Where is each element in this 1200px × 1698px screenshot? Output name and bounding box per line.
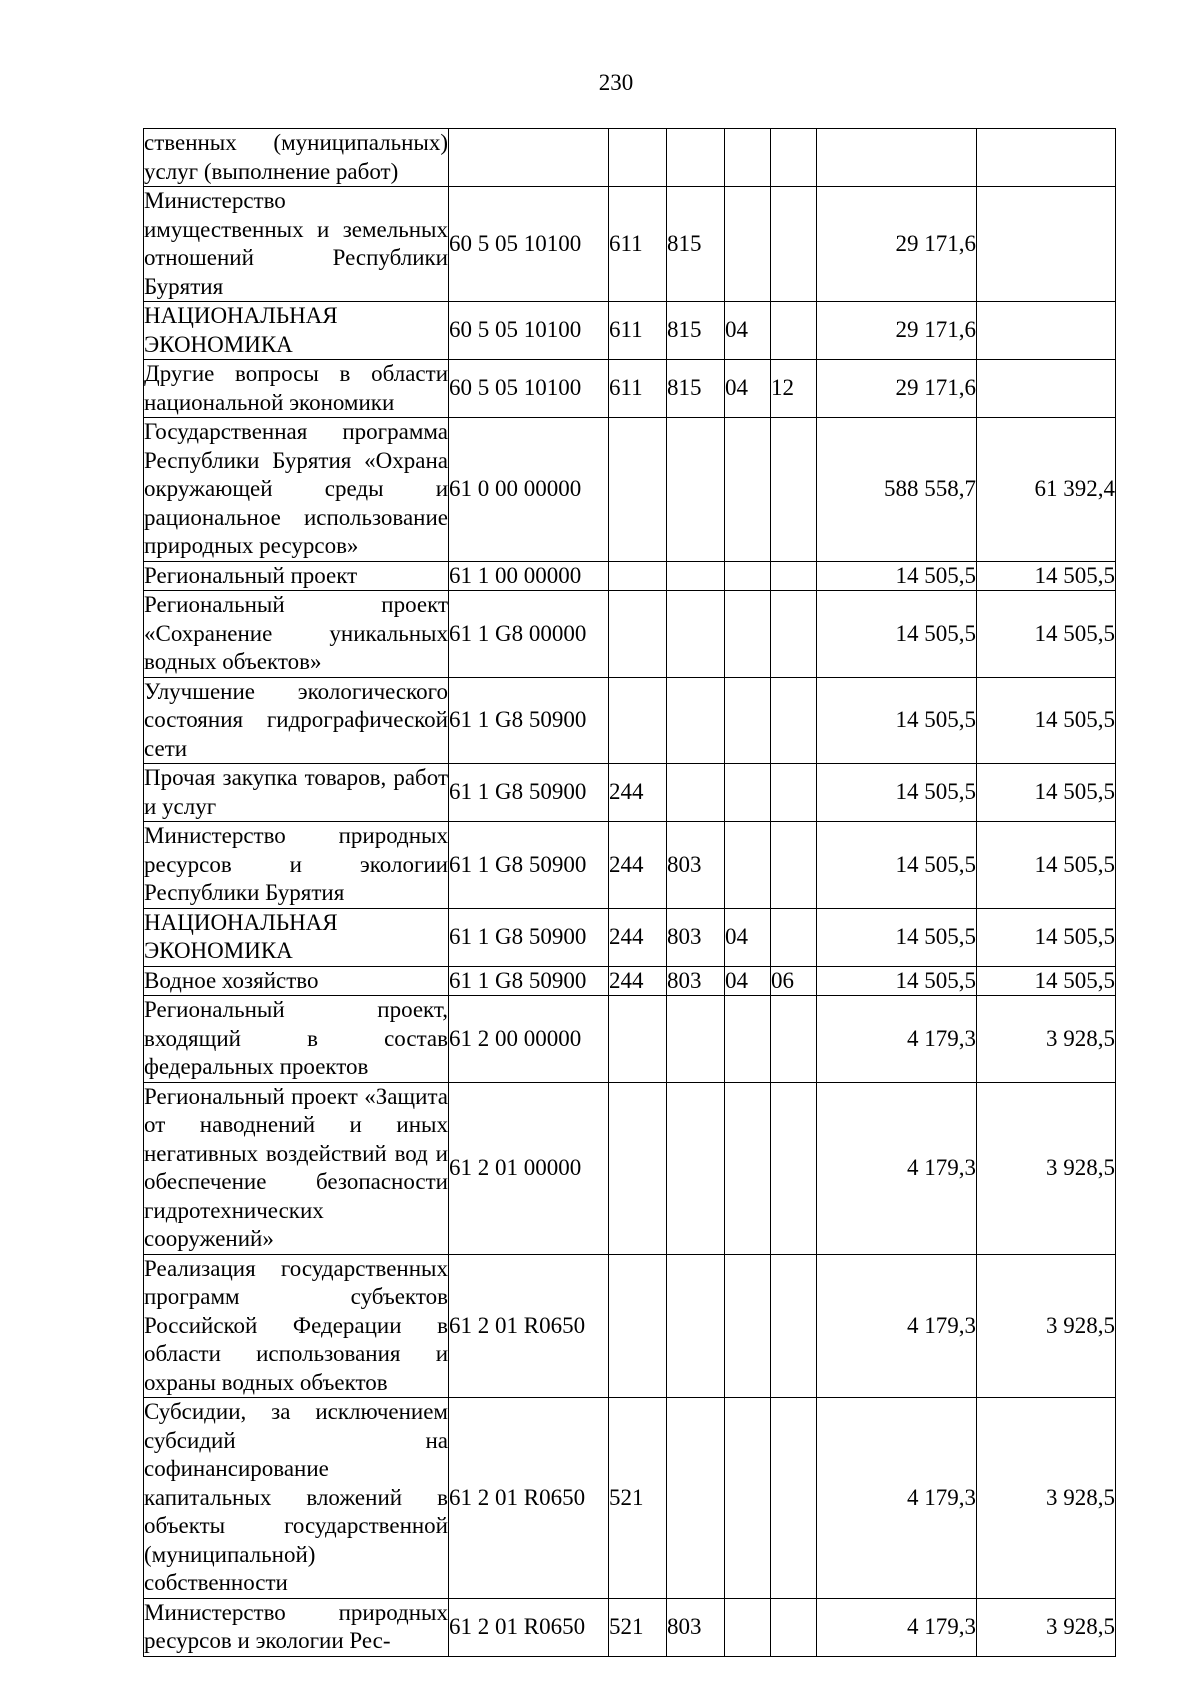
pr-code-cell bbox=[771, 822, 817, 909]
amount-2-cell: 14 505,5 bbox=[977, 764, 1116, 822]
rz-code-cell bbox=[725, 677, 771, 764]
amount-1-cell: 14 505,5 bbox=[817, 764, 977, 822]
row-name-cell: ственных (муниципальных) услуг (выполнение работ) bbox=[144, 129, 449, 187]
pr-code-cell bbox=[771, 1254, 817, 1398]
vr-code-cell bbox=[609, 561, 667, 591]
row-name-cell: НАЦИОНАЛЬНАЯ ЭКОНОМИКА bbox=[144, 302, 449, 360]
csr-code-cell: 61 2 00 00000 bbox=[449, 996, 609, 1083]
amount-1-cell: 29 171,6 bbox=[817, 187, 977, 302]
csr-code-cell: 61 1 G8 50900 bbox=[449, 966, 609, 996]
ved-code-cell bbox=[667, 591, 725, 678]
csr-code-cell: 61 1 00 00000 bbox=[449, 561, 609, 591]
vr-code-cell bbox=[609, 1254, 667, 1398]
vr-code-cell: 611 bbox=[609, 302, 667, 360]
amount-2-cell: 3 928,5 bbox=[977, 1598, 1116, 1656]
table-row bbox=[144, 1254, 1116, 1398]
csr-code-cell: 61 2 01 R0650 bbox=[449, 1598, 609, 1656]
amount-1-cell: 4 179,3 bbox=[817, 1254, 977, 1398]
csr-code-cell: 61 1 G8 00000 bbox=[449, 591, 609, 678]
rz-code-cell bbox=[725, 591, 771, 678]
vr-code-cell: 244 bbox=[609, 908, 667, 966]
amount-1-cell: 14 505,5 bbox=[817, 822, 977, 909]
row-name-cell: Региональный проект «Сохранение уникальных водных объектов» bbox=[144, 591, 449, 678]
rz-code-cell bbox=[725, 996, 771, 1083]
table-row bbox=[144, 822, 1116, 909]
amount-1-cell: 29 171,6 bbox=[817, 360, 977, 418]
pr-code-cell bbox=[771, 302, 817, 360]
ved-code-cell: 803 bbox=[667, 1598, 725, 1656]
ved-code-cell: 815 bbox=[667, 302, 725, 360]
pr-code-cell bbox=[771, 764, 817, 822]
vr-code-cell bbox=[609, 1082, 667, 1254]
amount-1-cell: 14 505,5 bbox=[817, 966, 977, 996]
csr-code-cell: 60 5 05 10100 bbox=[449, 360, 609, 418]
rz-code-cell bbox=[725, 1082, 771, 1254]
amount-2-cell: 3 928,5 bbox=[977, 1254, 1116, 1398]
ved-code-cell: 803 bbox=[667, 908, 725, 966]
amount-1-cell: 14 505,5 bbox=[817, 908, 977, 966]
amount-2-cell: 14 505,5 bbox=[977, 677, 1116, 764]
vr-code-cell: 611 bbox=[609, 187, 667, 302]
pr-code-cell bbox=[771, 561, 817, 591]
table-row bbox=[144, 187, 1116, 302]
csr-code-cell: 60 5 05 10100 bbox=[449, 187, 609, 302]
table-row bbox=[144, 1398, 1116, 1599]
rz-code-cell: 04 bbox=[725, 908, 771, 966]
amount-2-cell: 14 505,5 bbox=[977, 908, 1116, 966]
rz-code-cell bbox=[725, 1398, 771, 1599]
amount-1-cell: 14 505,5 bbox=[817, 561, 977, 591]
rz-code-cell: 04 bbox=[725, 302, 771, 360]
table-row bbox=[144, 129, 1116, 187]
amount-2-cell: 61 392,4 bbox=[977, 418, 1116, 562]
row-name-cell: Улучшение экологического состояния гидрографической сети bbox=[144, 677, 449, 764]
vr-code-cell bbox=[609, 996, 667, 1083]
vr-code-cell bbox=[609, 677, 667, 764]
rz-code-cell bbox=[725, 1254, 771, 1398]
csr-code-cell: 61 1 G8 50900 bbox=[449, 764, 609, 822]
amount-1-cell: 4 179,3 bbox=[817, 1598, 977, 1656]
amount-2-cell bbox=[977, 302, 1116, 360]
pr-code-cell bbox=[771, 129, 817, 187]
pr-code-cell bbox=[771, 1598, 817, 1656]
row-name-cell: Государственная программа Республики Бурятия «Охрана окружающей среды и рациональное использование природных ресурсов» bbox=[144, 418, 449, 562]
vr-code-cell: 521 bbox=[609, 1398, 667, 1599]
amount-1-cell: 588 558,7 bbox=[817, 418, 977, 562]
table-row bbox=[144, 302, 1116, 360]
pr-code-cell: 12 bbox=[771, 360, 817, 418]
vr-code-cell: 521 bbox=[609, 1598, 667, 1656]
pr-code-cell bbox=[771, 1398, 817, 1599]
row-name-cell: Субсидии, за исключением субсидий на софинансирование капитальных вложений в объекты государственной (муниципальной) собственности bbox=[144, 1398, 449, 1599]
table-row bbox=[144, 908, 1116, 966]
row-name-cell: Реализация государственных программ субъектов Российской Федерации в области использования и охраны водных объектов bbox=[144, 1254, 449, 1398]
amount-2-cell bbox=[977, 129, 1116, 187]
row-name-cell: Региональный проект «Защита от наводнений и иных негативных воздействий вод и обеспечение безопасности гидротехнических сооружений» bbox=[144, 1082, 449, 1254]
pr-code-cell bbox=[771, 996, 817, 1083]
table-row bbox=[144, 591, 1116, 678]
amount-1-cell: 4 179,3 bbox=[817, 1398, 977, 1599]
vr-code-cell: 611 bbox=[609, 360, 667, 418]
vr-code-cell bbox=[609, 591, 667, 678]
pr-code-cell bbox=[771, 418, 817, 562]
amount-1-cell: 4 179,3 bbox=[817, 996, 977, 1083]
budget-table bbox=[143, 128, 1116, 1657]
ved-code-cell: 803 bbox=[667, 822, 725, 909]
ved-code-cell bbox=[667, 418, 725, 562]
row-name-cell: Министерство природных ресурсов и экологии Рес- bbox=[144, 1598, 449, 1656]
table-row bbox=[144, 996, 1116, 1083]
rz-code-cell bbox=[725, 129, 771, 187]
csr-code-cell: 61 2 01 00000 bbox=[449, 1082, 609, 1254]
rz-code-cell bbox=[725, 187, 771, 302]
csr-code-cell bbox=[449, 129, 609, 187]
row-name-cell: Региональный проект, входящий в состав федеральных проектов bbox=[144, 996, 449, 1083]
table-row bbox=[144, 966, 1116, 996]
rz-code-cell bbox=[725, 764, 771, 822]
vr-code-cell bbox=[609, 418, 667, 562]
ved-code-cell bbox=[667, 996, 725, 1083]
page-number: 230 bbox=[598, 70, 634, 95]
row-name-cell: Водное хозяйство bbox=[144, 966, 449, 996]
amount-2-cell: 14 505,5 bbox=[977, 591, 1116, 678]
pr-code-cell bbox=[771, 187, 817, 302]
pr-code-cell: 06 bbox=[771, 966, 817, 996]
rz-code-cell bbox=[725, 1598, 771, 1656]
pr-code-cell bbox=[771, 677, 817, 764]
vr-code-cell bbox=[609, 129, 667, 187]
amount-1-cell bbox=[817, 129, 977, 187]
amount-1-cell: 29 171,6 bbox=[817, 302, 977, 360]
amount-2-cell: 14 505,5 bbox=[977, 822, 1116, 909]
vr-code-cell: 244 bbox=[609, 764, 667, 822]
row-name-cell: Министерство природных ресурсов и экологии Республики Бурятия bbox=[144, 822, 449, 909]
row-name-cell: Другие вопросы в области национальной экономики bbox=[144, 360, 449, 418]
row-name-cell: НАЦИОНАЛЬНАЯ ЭКОНОМИКА bbox=[144, 908, 449, 966]
rz-code-cell: 04 bbox=[725, 966, 771, 996]
row-name-cell: Министерство имущественных и земельных отношений Республики Бурятия bbox=[144, 187, 449, 302]
csr-code-cell: 61 1 G8 50900 bbox=[449, 677, 609, 764]
pr-code-cell bbox=[771, 591, 817, 678]
csr-code-cell: 61 2 01 R0650 bbox=[449, 1254, 609, 1398]
vr-code-cell: 244 bbox=[609, 822, 667, 909]
ved-code-cell: 815 bbox=[667, 360, 725, 418]
vr-code-cell: 244 bbox=[609, 966, 667, 996]
ved-code-cell: 815 bbox=[667, 187, 725, 302]
amount-2-cell bbox=[977, 360, 1116, 418]
rz-code-cell bbox=[725, 822, 771, 909]
ved-code-cell bbox=[667, 561, 725, 591]
amount-2-cell: 14 505,5 bbox=[977, 561, 1116, 591]
table-row bbox=[144, 764, 1116, 822]
row-name-cell: Региональный проект bbox=[144, 561, 449, 591]
amount-2-cell: 3 928,5 bbox=[977, 996, 1116, 1083]
table-row bbox=[144, 677, 1116, 764]
table-row bbox=[144, 1082, 1116, 1254]
rz-code-cell: 04 bbox=[725, 360, 771, 418]
ved-code-cell bbox=[667, 764, 725, 822]
ved-code-cell bbox=[667, 677, 725, 764]
amount-1-cell: 4 179,3 bbox=[817, 1082, 977, 1254]
csr-code-cell: 61 0 00 00000 bbox=[449, 418, 609, 562]
ved-code-cell bbox=[667, 129, 725, 187]
row-name-cell: Прочая закупка товаров, работ и услуг bbox=[144, 764, 449, 822]
budget-table-body bbox=[144, 129, 1116, 1657]
csr-code-cell: 60 5 05 10100 bbox=[449, 302, 609, 360]
amount-1-cell: 14 505,5 bbox=[817, 677, 977, 764]
amount-2-cell: 14 505,5 bbox=[977, 966, 1116, 996]
rz-code-cell bbox=[725, 561, 771, 591]
table-row bbox=[144, 418, 1116, 562]
csr-code-cell: 61 2 01 R0650 bbox=[449, 1398, 609, 1599]
ved-code-cell bbox=[667, 1254, 725, 1398]
ved-code-cell bbox=[667, 1398, 725, 1599]
table-row bbox=[144, 561, 1116, 591]
pr-code-cell bbox=[771, 1082, 817, 1254]
csr-code-cell: 61 1 G8 50900 bbox=[449, 822, 609, 909]
table-row bbox=[144, 1598, 1116, 1656]
amount-2-cell: 3 928,5 bbox=[977, 1082, 1116, 1254]
ved-code-cell: 803 bbox=[667, 966, 725, 996]
rz-code-cell bbox=[725, 418, 771, 562]
amount-1-cell: 14 505,5 bbox=[817, 591, 977, 678]
amount-2-cell: 3 928,5 bbox=[977, 1398, 1116, 1599]
amount-2-cell bbox=[977, 187, 1116, 302]
ved-code-cell bbox=[667, 1082, 725, 1254]
pr-code-cell bbox=[771, 908, 817, 966]
csr-code-cell: 61 1 G8 50900 bbox=[449, 908, 609, 966]
table-row bbox=[144, 360, 1116, 418]
